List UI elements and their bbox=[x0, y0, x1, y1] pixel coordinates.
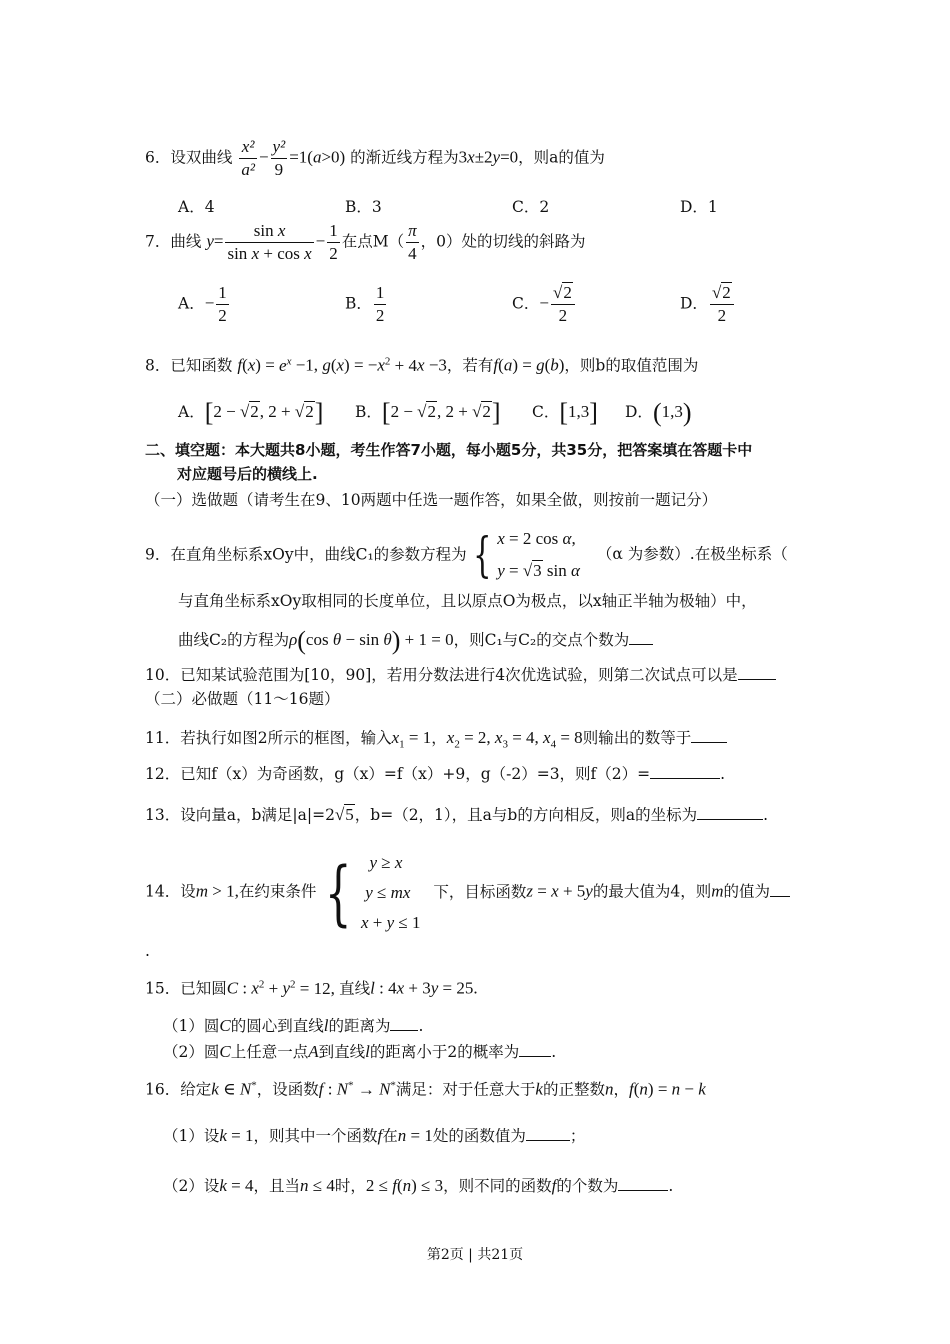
question-16-part2: （2）设k = 4，且当n ≤ 4时，2 ≤ f(n) ≤ 3，则不同的函数f的个数为 . bbox=[163, 1176, 674, 1195]
question-16-part1: （1）设k = 1，则其中一个函数f在n = 1处的函数值为 ； bbox=[163, 1126, 586, 1145]
fraction: $\frac{\text{x²}}{\text{a²}}$ bbox=[241, 137, 255, 180]
question-9-line3: 曲线C₂的方程为ρ(cos θ − sin θ) + 1 = 0，则C₁与C₂的交点个数为 bbox=[178, 628, 653, 654]
fraction: $\frac{1}{2}$ bbox=[329, 221, 338, 264]
question-6: 6．设双曲线 $\frac{\text{x²}}{\text{a²}}$ − $\frac{\text{y²}}{9}$ =1(a>0) 的渐近线方程为3x±2y=0，则a的值为 bbox=[145, 136, 605, 181]
question-14-trail: . bbox=[145, 942, 150, 960]
question-12: 12．已知f（x）为奇函数，g（x）=f（x）+9，g（-2）=3，则f（2）= . bbox=[145, 765, 726, 783]
question-9-line2: 与直角坐标系xOy取相同的长度单位，且以原点O为极点，以x轴正半轴为极轴）中， bbox=[178, 592, 757, 610]
required-note: （二）必做题（11～16题） bbox=[145, 690, 340, 708]
section-heading: 二、填空题：本大题共8小题，考生作答7小题，每小题5分，共35分，把答案填在答题卡中 bbox=[145, 441, 753, 459]
question-16: 16．给定k ∈ N*，设函数f : N* → N*满足：对于任意大于k的正整数n，f(n) = n − k bbox=[145, 1079, 706, 1099]
option-b: B．3 bbox=[345, 198, 382, 216]
question-15-part2: （2）圆C上任意一点A到直线l的距离小于2的概率为 . bbox=[163, 1042, 557, 1061]
option-a: A．4 bbox=[178, 198, 215, 216]
option-b: B．[2 − √2, 2 + √2] bbox=[355, 398, 501, 427]
question-11: 11．若执行如图2所示的框图，输入$x_1 = 1$，$x_2 = 2$, $x_3 = 4$, $x_4 = 8$则输出的数等于 bbox=[145, 729, 727, 750]
option-d: D． $\frac{√2}{2}$ bbox=[680, 282, 736, 327]
question-10: 10．已知某试验范围为[10，90]，若用分数法进行4次优选试验，则第二次试点可以是 bbox=[145, 668, 776, 684]
option-b: B． $\frac{1}{2}$ bbox=[345, 283, 385, 326]
question-14: 14．设m > 1,在约束条件 { y ≥ x y ≤ mx x + y ≤ 1 下，目标函数z = x + 5y的最大值为4，则m的值为 bbox=[145, 848, 790, 937]
question-13: 13．设向量a，b满足|a|=2√5，b=（2，1），且a与b的方向相反，则a的坐标为 . bbox=[145, 805, 769, 824]
optional-note: （一）选做题（请考生在9、10两题中任选一题作答，如果全做，则按前一题记分） bbox=[145, 491, 718, 509]
option-c: C．[1,3] bbox=[532, 398, 598, 427]
fraction: $\frac{\pi}{4}$ bbox=[408, 221, 417, 264]
option-a: A．− $\frac{1}{2}$ bbox=[178, 283, 227, 326]
question-9: 9．在直角坐标系xOy中，曲线C₁的参数方程为 { x = 2 cos α, y = √3 sin α （α 为参数）.在极坐标系（ bbox=[145, 527, 788, 584]
fraction: $\frac{\text{y²}}{9}$ bbox=[272, 137, 286, 180]
fraction: $\frac{\text{sin x}}{\text{sin x + cos x}}$ bbox=[227, 221, 312, 264]
question-8: 8．已知函数 $f(x) = e^x -1$, $g(x) = -x^2 + 4x -3$，若有f(a) = g(b)，则b的取值范围为 bbox=[145, 355, 699, 375]
option-c: C．− $\frac{√2}{2}$ bbox=[512, 282, 577, 327]
page-footer: 第2页 | 共21页 bbox=[426, 1247, 524, 1263]
option-c: C．2 bbox=[512, 198, 550, 216]
option-d: D．1 bbox=[680, 198, 718, 216]
option-d: D．(1,3) bbox=[625, 398, 692, 427]
option-a: A．[2 − √2, 2 + √2] bbox=[178, 398, 324, 427]
question-7: 7．曲线 y= $\frac{\text{sin x}}{\text{sin x + cos x}}$ − $\frac{1}{2}$ 在点M（ $\frac{\pi}{4}$ ，0）处的切线的斜路为 bbox=[145, 220, 586, 265]
question-15: 15．已知圆C : $x^2 + y^2 = 12$, 直线l : 4x + 3y = 25. bbox=[145, 978, 478, 998]
section-heading-cont: 对应题号后的横线上. bbox=[177, 465, 318, 483]
question-15-part1: （1）圆C的圆心到直线l的距离为 . bbox=[163, 1016, 424, 1035]
